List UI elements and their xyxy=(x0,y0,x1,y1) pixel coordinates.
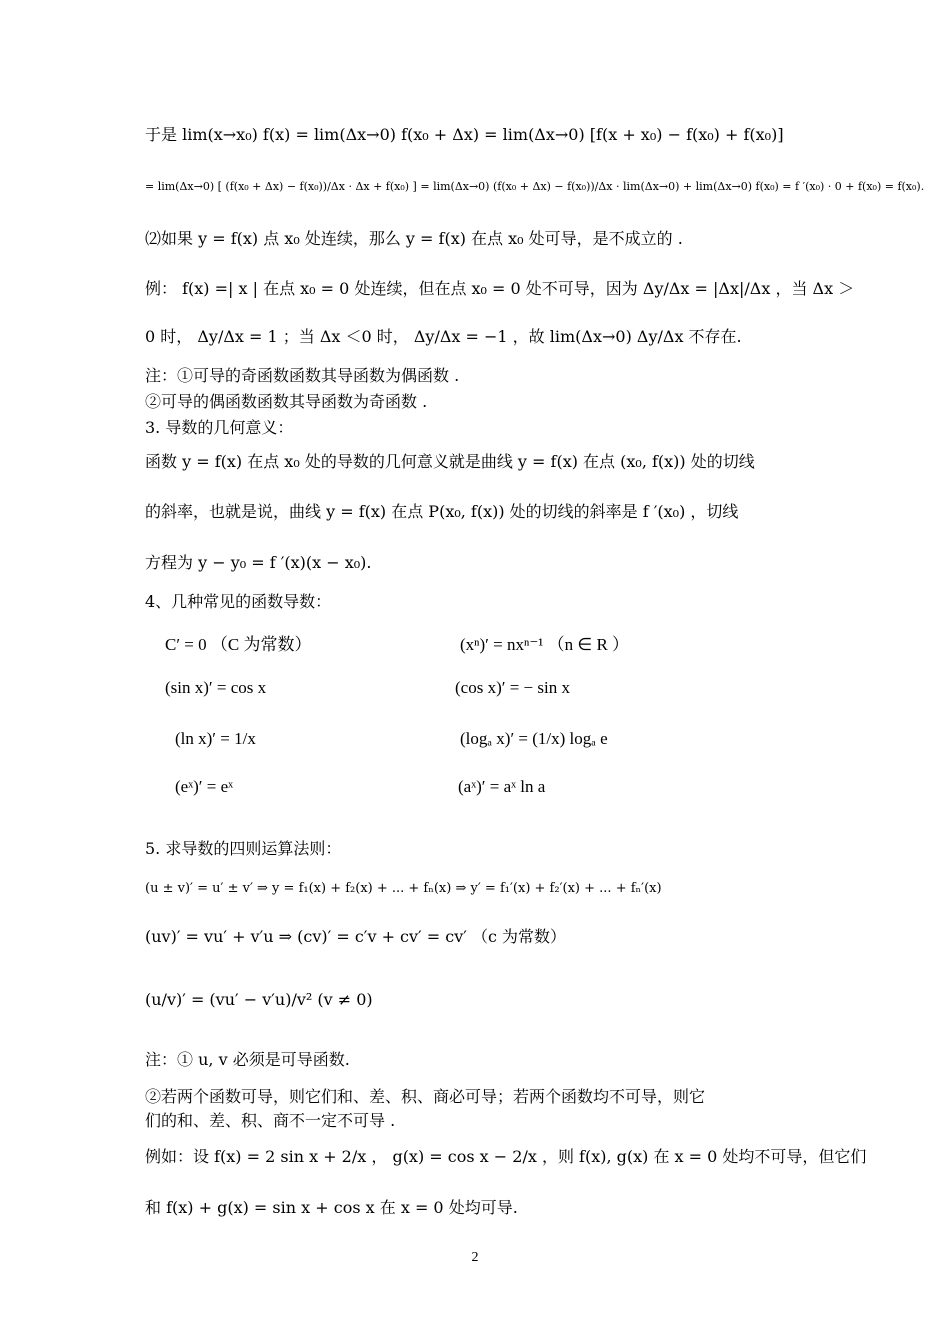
tangent-equation-line: 方程为 y − y₀ = f ′(x)(x − x₀). xyxy=(145,553,372,572)
section-3-heading: 3. 导数的几何意义： xyxy=(145,418,294,437)
note-differentiable: 注：① u, v 必须是可导函数. xyxy=(145,1050,350,1069)
page-number: 2 xyxy=(471,1250,479,1265)
derivative-constant: C′ = 0 （C 为常数） xyxy=(165,635,312,654)
note-sum-product-line-1: ②若两个函数可导，则它们和、差、积、商必可导；若两个函数均不可导，则它 xyxy=(145,1087,706,1106)
note-odd-function: 注：①可导的奇函数函数其导函数为偶函数 . xyxy=(145,366,460,385)
example-abs-line-1: 例： f(x) =| x | 在点 x₀ = 0 处连续，但在点 x₀ = 0 处不可导，因为 Δy/Δx = |Δx|/Δx ，当 Δx ＞ xyxy=(145,279,855,298)
example-abs-line-2: 0 时， Δy/Δx = 1 ；当 Δx ＜0 时， Δy/Δx = −1 ，故 lim(Δx→0) Δy/Δx 不存在. xyxy=(145,327,742,346)
example-fg-line-2: 和 f(x) + g(x) = sin x + cos x 在 x = 0 处均可导. xyxy=(145,1198,518,1217)
section-4-heading: 4、几种常见的函数导数： xyxy=(145,592,332,611)
note-sum-product-line-2: 们的和、差、积、商不一定不可导 . xyxy=(145,1111,396,1130)
geometric-meaning-line-2: 的斜率，也就是说，曲线 y = f(x) 在点 P(x₀, f(x)) 处的切线的斜率是 f ′(x₀) ，切线 xyxy=(145,502,739,521)
derivative-exp-e: (eˣ)′ = eˣ xyxy=(175,777,234,796)
sum-rule: (u ± v)′ = u′ ± v′ ⇒ y = f₁(x) + f₂(x) + ... + fₙ(x) ⇒ y′ = f₁′(x) + f₂′(x) + ... + fₙ′(x) xyxy=(145,881,662,896)
limit-derivation-line-1: 于是 lim(x→x₀) f(x) = lim(Δx→0) f(x₀ + Δx) = lim(Δx→0) [f(x + x₀) − f(x₀) + f(x₀)] xyxy=(145,125,784,144)
example-fg-line-1: 例如：设 f(x) = 2 sin x + 2/x ， g(x) = cos x − 2/x ，则 f(x), g(x) 在 x = 0 处均不可导，但它们 xyxy=(145,1147,867,1166)
derivative-ln: (ln x)′ = 1/x xyxy=(175,729,256,748)
geometric-meaning-line-1: 函数 y = f(x) 在点 x₀ 处的导数的几何意义就是曲线 y = f(x) 在点 (x₀, f(x)) 处的切线 xyxy=(145,452,755,471)
derivative-exp-a: (aˣ)′ = aˣ ln a xyxy=(458,777,546,796)
continuity-statement: ⑵如果 y = f(x) 点 x₀ 处连续，那么 y = f(x) 在点 x₀ 处可导，是不成立的 . xyxy=(145,229,683,248)
derivative-log: (logₐ x)′ = (1/x) logₐ e xyxy=(460,729,608,748)
quotient-rule: (u/v)′ = (vu′ − v′u)/v² (v ≠ 0) xyxy=(145,990,373,1009)
product-rule: (uv)′ = vu′ + v′u ⇒ (cv)′ = c′v + cv′ = cv′ （c 为常数） xyxy=(145,927,567,946)
derivative-sin: (sin x)′ = cos x xyxy=(165,678,267,697)
derivative-power: (xⁿ)′ = nxⁿ⁻¹ （n ∈ R ） xyxy=(460,635,630,654)
derivative-cos: (cos x)′ = − sin x xyxy=(455,678,570,697)
limit-derivation-line-2: = lim(Δx→0) [ (f(x₀ + Δx) − f(x₀))/Δx · Δx + f(x₀) ] = lim(Δx→0) (f(x₀ + Δx) − f(x₀))/Δx · lim(Δx→0) + lim(Δx→0) f(x₀) = f ′(x₀) · 0 + f(x₀) = f(x₀). xyxy=(145,180,925,193)
section-5-heading: 5. 求导数的四则运算法则： xyxy=(145,839,342,858)
note-even-function: ②可导的偶函数函数其导函数为奇函数 . xyxy=(145,392,428,411)
